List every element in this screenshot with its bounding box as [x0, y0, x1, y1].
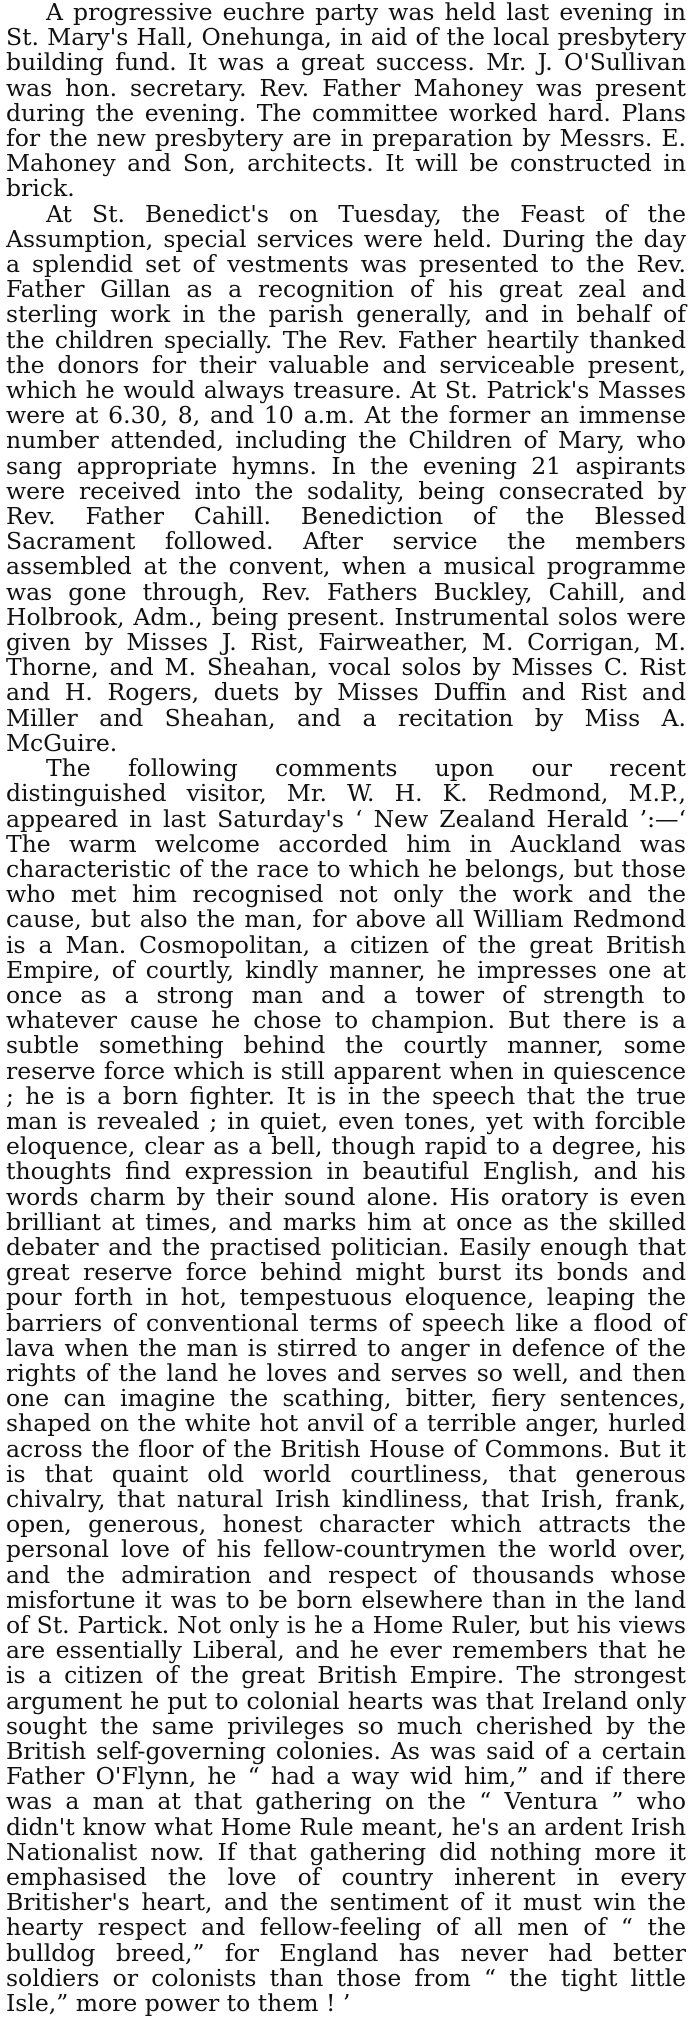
paragraph-redmond-comments: The following comments upon our recent distinguished visitor, Mr. W. H. K. Redmond, M.P., appeared in last Saturday's ‘ New Zealand Herald ’:—‘ The warm welcome accorded him in Auckland was characteristic of the race to which he belongs, but those who met him recognised not only the work and the cause, but also the man, for above all William Redmond is a Man. Cosmopolitan, a citizen of the great British Empire, of courtly, kindly manner, he impresses one at once as a strong man and a tower of strength to whatever cause he chose to champion. But there is a subtle something behind the courtly manner, some reserve force which is still apparent when in quiescence ; he is a born fighter. It is in the speech that the true man is revealed ; in quiet, even tones, yet with forcible eloquence, clear as a bell, though rapid to a degree, his thoughts find expression in beautiful English, and his words charm by their sound alone. His oratory is even brilliant at times, and marks him at once as the skilled debater and the practised politician. Easily enough that great reserve force behind might burst its bonds and pour forth in hot, tempestuous eloquence, leaping the barriers of conventional terms of speech like a flood of lava when the man is stirred to anger in defence of the rights of the land he loves and serves so well, and then one can imagine the scathing, bitter, fiery sentences, shaped on the white hot anvil of a terrible anger, hurled across the floor of the British House of Commons. But it is that quaint old world courtliness, that generous chivalry, that natural Irish kindliness, that Irish, frank, open, generous, honest character which attracts the personal love of his fellow-countrymen the world over, and the admiration and respect of thousands whose misfortune it was to be born elsewhere than in the land of St. Partick. Not only is he a Home Ruler, but his views are essentially Liberal, and he ever remembers that he is a citizen of the great British Empire. The strongest argument he put to colonial hearts was that Ireland only sought the same privileges so much cherished by the British self-governing colonies. As was said of a certain Father O'Flynn, he “ had a way wid him,” and if there was a man at that gathering on the “ Ventura ” who didn't know what Home Rule meant, he's an ardent Irish Nationalist now. If that gathering did nothing more it emphasised the love of country inherent in every Britisher's heart, and the sentiment of it must win the hearty respect and fellow-feeling of all men of “ the bulldog breed,” for England has never had better soldiers or colonists than those from “ the tight little Isle,” more power to them ! ’: [6, 754, 686, 2017]
paragraph-euchre-party: A progressive euchre party was held last evening in St. Mary's Hall, Onehunga, in aid of the local presbytery building fund. It was a great success. Mr. J. O'Sullivan was hon. secretary. Rev. Father Mahoney was present during the evening. The committee worked hard. Plans for the new presbytery are in preparation by Messrs. E. Mahoney and Son, architects. It will be constructed in brick.: [6, 0, 686, 203]
paragraph-st-benedicts: At St. Benedict's on Tuesday, the Feast of the Assumption, special services were held. During the day a splendid set of vestments was presented to the Rev. Father Gillan as a recognition of his great zeal and sterling work in the parish generally, and in behalf of the children specially. The Rev. Father heartily thanked the donors for their valuable and serviceable present, which he would always treasure. At St. Patrick's Masses were at 6.30, 8, and 10 a.m. At the former an immense number attended, including the Children of Mary, who sang appropriate hymns. In the evening 21 aspirants were received into the sodality, being consecrated by Rev. Father Cahill. Benediction of the Blessed Sacrament followed. After service the members assembled at the convent, when a musical programme was gone through, Rev. Fathers Buckley, Cahill, and Holbrook, Adm., being present. Instrumental solos were given by Misses J. Rist, Fairweather, M. Corrigan, M. Thorne, and M. Sheahan, vocal solos by Misses C. Rist and H. Rogers, duets by Misses Duffin and Rist and Miller and Sheahan, and a recitation by Miss A. McGuire.: [6, 199, 686, 757]
